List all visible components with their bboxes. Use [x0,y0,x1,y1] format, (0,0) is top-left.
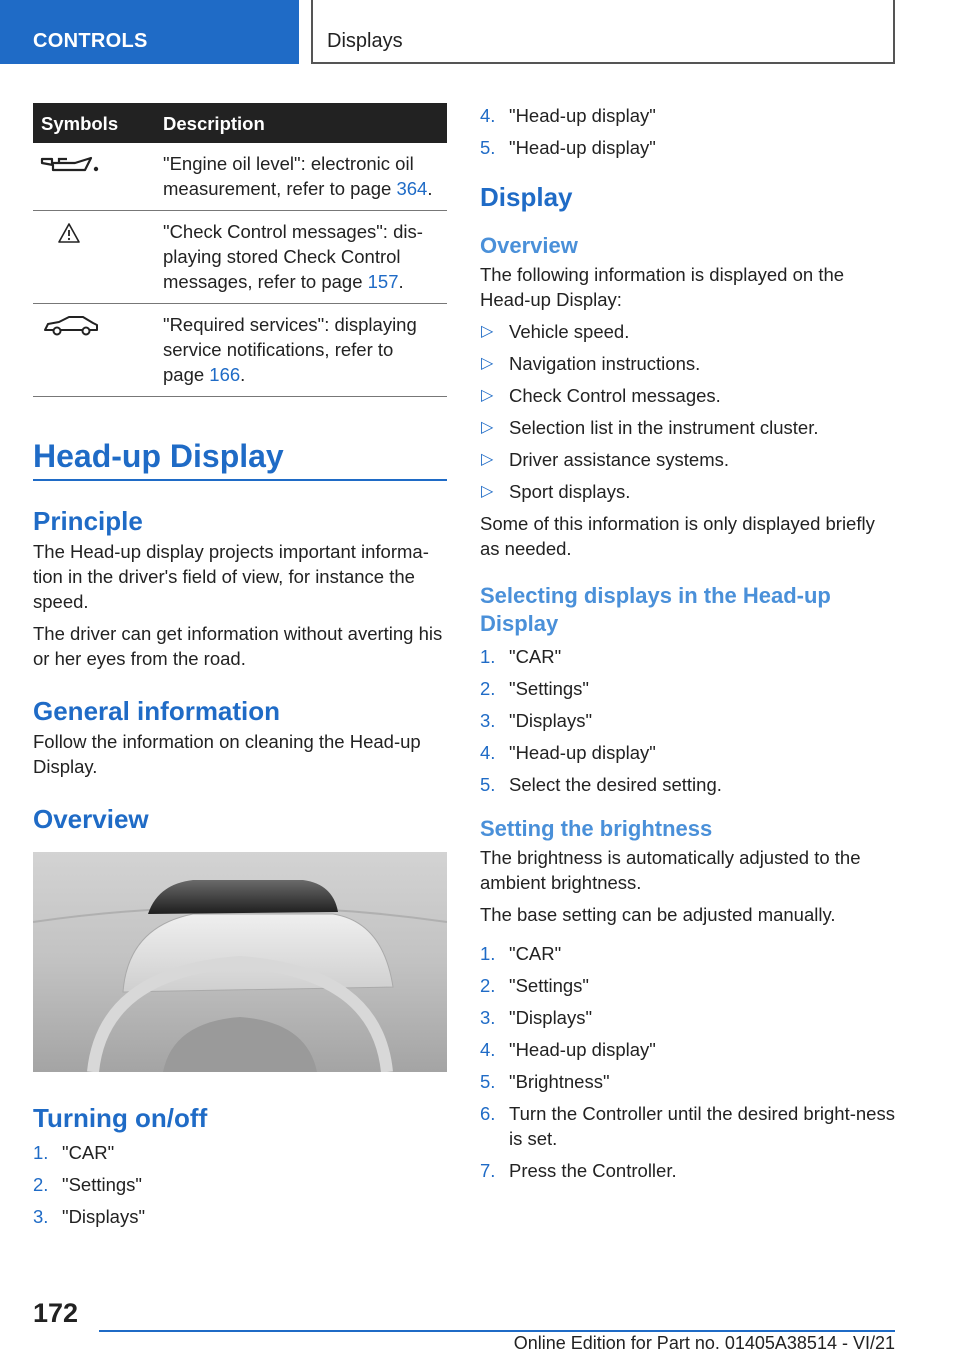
list-item [480,415,895,440]
description-text: "Engine oil level": electronic oil measurement, refer to page [163,153,414,199]
heading-general-information: General information [33,696,281,726]
principle-paragraph-2: The driver can get information without averting his or her eyes from the road. [33,623,443,669]
step-text: "CAR" [509,646,562,667]
edition-note: Online Edition for Part no. 01405A38514 - VI/21 [513,1333,895,1353]
step-number: 5. [480,1071,496,1092]
step-number: 1. [480,646,496,667]
bullet-marker: ▷ [481,451,494,468]
list-item [480,676,895,701]
symbol-cell [33,143,155,211]
description-cell [155,143,447,211]
step-text: "Head-up display" [509,105,656,126]
heading-overview: Overview [33,804,149,834]
step-text: Turn the Controller until the desired bright-ness is set. [509,1103,895,1149]
list-item [480,1037,895,1062]
list-item [480,740,895,765]
step-number: 3. [33,1206,49,1227]
step-number: 5. [480,137,496,158]
list-item [480,383,895,408]
step-number: 7. [480,1160,496,1181]
step-number: 3. [480,1007,496,1028]
step-text: "Brightness" [509,1071,610,1092]
head-up-display-photo [33,852,447,1072]
engine-oil-level-icon [39,153,101,177]
brightness-steps-list [480,941,895,1183]
list-item [480,479,895,504]
chapter-tab [311,0,895,64]
brightness-paragraph-1: The brightness is automatically adjusted to the ambient brightness. [480,847,861,893]
step-number: 2. [480,975,496,996]
warning-triangle-icon [41,221,103,245]
bullet-text: Sport displays. [509,481,631,502]
list-item [480,644,895,669]
heading-display: Display [480,182,573,212]
step-text: "Settings" [509,678,589,699]
step-number: 1. [33,1142,49,1163]
list-item [480,973,895,998]
page-reference-link[interactable]: 166 [209,364,241,385]
bullet-marker: ▷ [481,483,494,500]
list-item [480,447,895,472]
heading-display-overview: Overview [480,233,578,258]
description-end: . [427,178,433,199]
page-number: 172 [33,1298,79,1328]
selecting-steps-list [480,644,895,797]
step-number: 2. [33,1174,49,1195]
heading-principle: Principle [33,506,143,536]
bullet-marker: ▷ [481,387,494,404]
right-column [480,103,895,1190]
description-cell [155,211,447,304]
step-text: "Displays" [509,1007,593,1028]
list-item [480,772,895,797]
step-text: "Displays" [509,710,593,731]
list-item [480,135,895,160]
step-text: Press the Controller. [509,1160,677,1181]
bullet-marker: ▷ [481,419,494,436]
displayed-information-list [480,319,895,504]
column-header-description: Description [155,103,447,143]
step-text: "Head-up display" [509,1039,656,1060]
symbol-cell [33,211,155,304]
general-paragraph: Follow the information on cleaning the Head-up Display. [33,731,421,777]
step-text: "Head-up display" [509,742,656,763]
step-number: 3. [480,710,496,731]
step-text: "CAR" [509,943,562,964]
table-row [33,304,447,397]
symbols-table [33,103,447,397]
step-number: 6. [480,1103,496,1124]
step-number: 5. [480,774,496,795]
chapter-label: Displays [327,30,403,52]
step-number: 4. [480,742,496,763]
step-number: 1. [480,943,496,964]
left-column [33,103,447,1236]
section-title-head-up-display: Head-up Display [33,436,447,481]
page-reference-link[interactable]: 364 [396,178,428,199]
list-item [480,708,895,733]
step-text: "CAR" [62,1142,115,1163]
list-item [480,319,895,344]
step-number: 2. [480,678,496,699]
heading-selecting-displays: Selecting displays in the Head-up Display [480,583,831,636]
turning-steps-list [33,1140,447,1229]
step-number: 4. [480,105,496,126]
table-header-row [33,103,447,143]
bullet-marker: ▷ [481,355,494,372]
description-cell [155,304,447,397]
list-item [480,1101,895,1151]
section-label: CONTROLS [33,30,148,52]
bullet-text: Driver assistance systems. [509,449,729,470]
list-item [33,1140,447,1165]
bullet-text: Check Control messages. [509,385,721,406]
page-reference-link[interactable]: 157 [367,271,399,292]
column-header-symbols: Symbols [33,103,155,143]
bullet-marker: ▷ [481,323,494,340]
bullet-text: Vehicle speed. [509,321,630,342]
list-item [480,1069,895,1094]
display-overview-paragraph: The following information is displayed on the Head-up Display: [480,264,845,310]
list-item [480,1158,895,1183]
section-tab [0,0,299,64]
list-item [480,941,895,966]
display-note-paragraph: Some of this information is only displayed briefly as needed. [480,513,875,559]
list-item [480,103,895,128]
list-item [33,1204,447,1229]
heading-turning-on-off: Turning on/off [33,1103,208,1133]
principle-paragraph-1: The Head-up display projects important informa-tion in the driver's field of view, for instance the speed. [33,541,429,612]
step-text: "Head-up display" [509,137,656,158]
step-text: "Displays" [62,1206,146,1227]
step-text: "Settings" [509,975,589,996]
bullet-text: Navigation instructions. [509,353,701,374]
description-text: "Check Control messages": dis-playing stored Check Control messages, refer to page [163,221,423,292]
table-row [33,211,447,304]
footer-divider [99,1330,895,1332]
brightness-paragraph-2: The base setting can be adjusted manually. [480,904,836,925]
head-up-display-illustration [33,852,447,1072]
symbol-cell [33,304,155,397]
list-item [480,351,895,376]
description-end: . [398,271,404,292]
step-text: "Settings" [62,1174,142,1195]
turning-steps-list-continued [480,103,895,160]
list-item [33,1172,447,1197]
bullet-text: Selection list in the instrument cluster. [509,417,819,438]
vehicle-service-icon [41,314,103,338]
table-row [33,143,447,211]
step-number: 4. [480,1039,496,1060]
heading-setting-brightness: Setting the brightness [480,816,713,841]
description-end: . [240,364,246,385]
list-item [480,1005,895,1030]
description-text: "Required services": displaying service notifications, refer to page [163,314,417,385]
step-text: Select the desired setting. [509,774,722,795]
